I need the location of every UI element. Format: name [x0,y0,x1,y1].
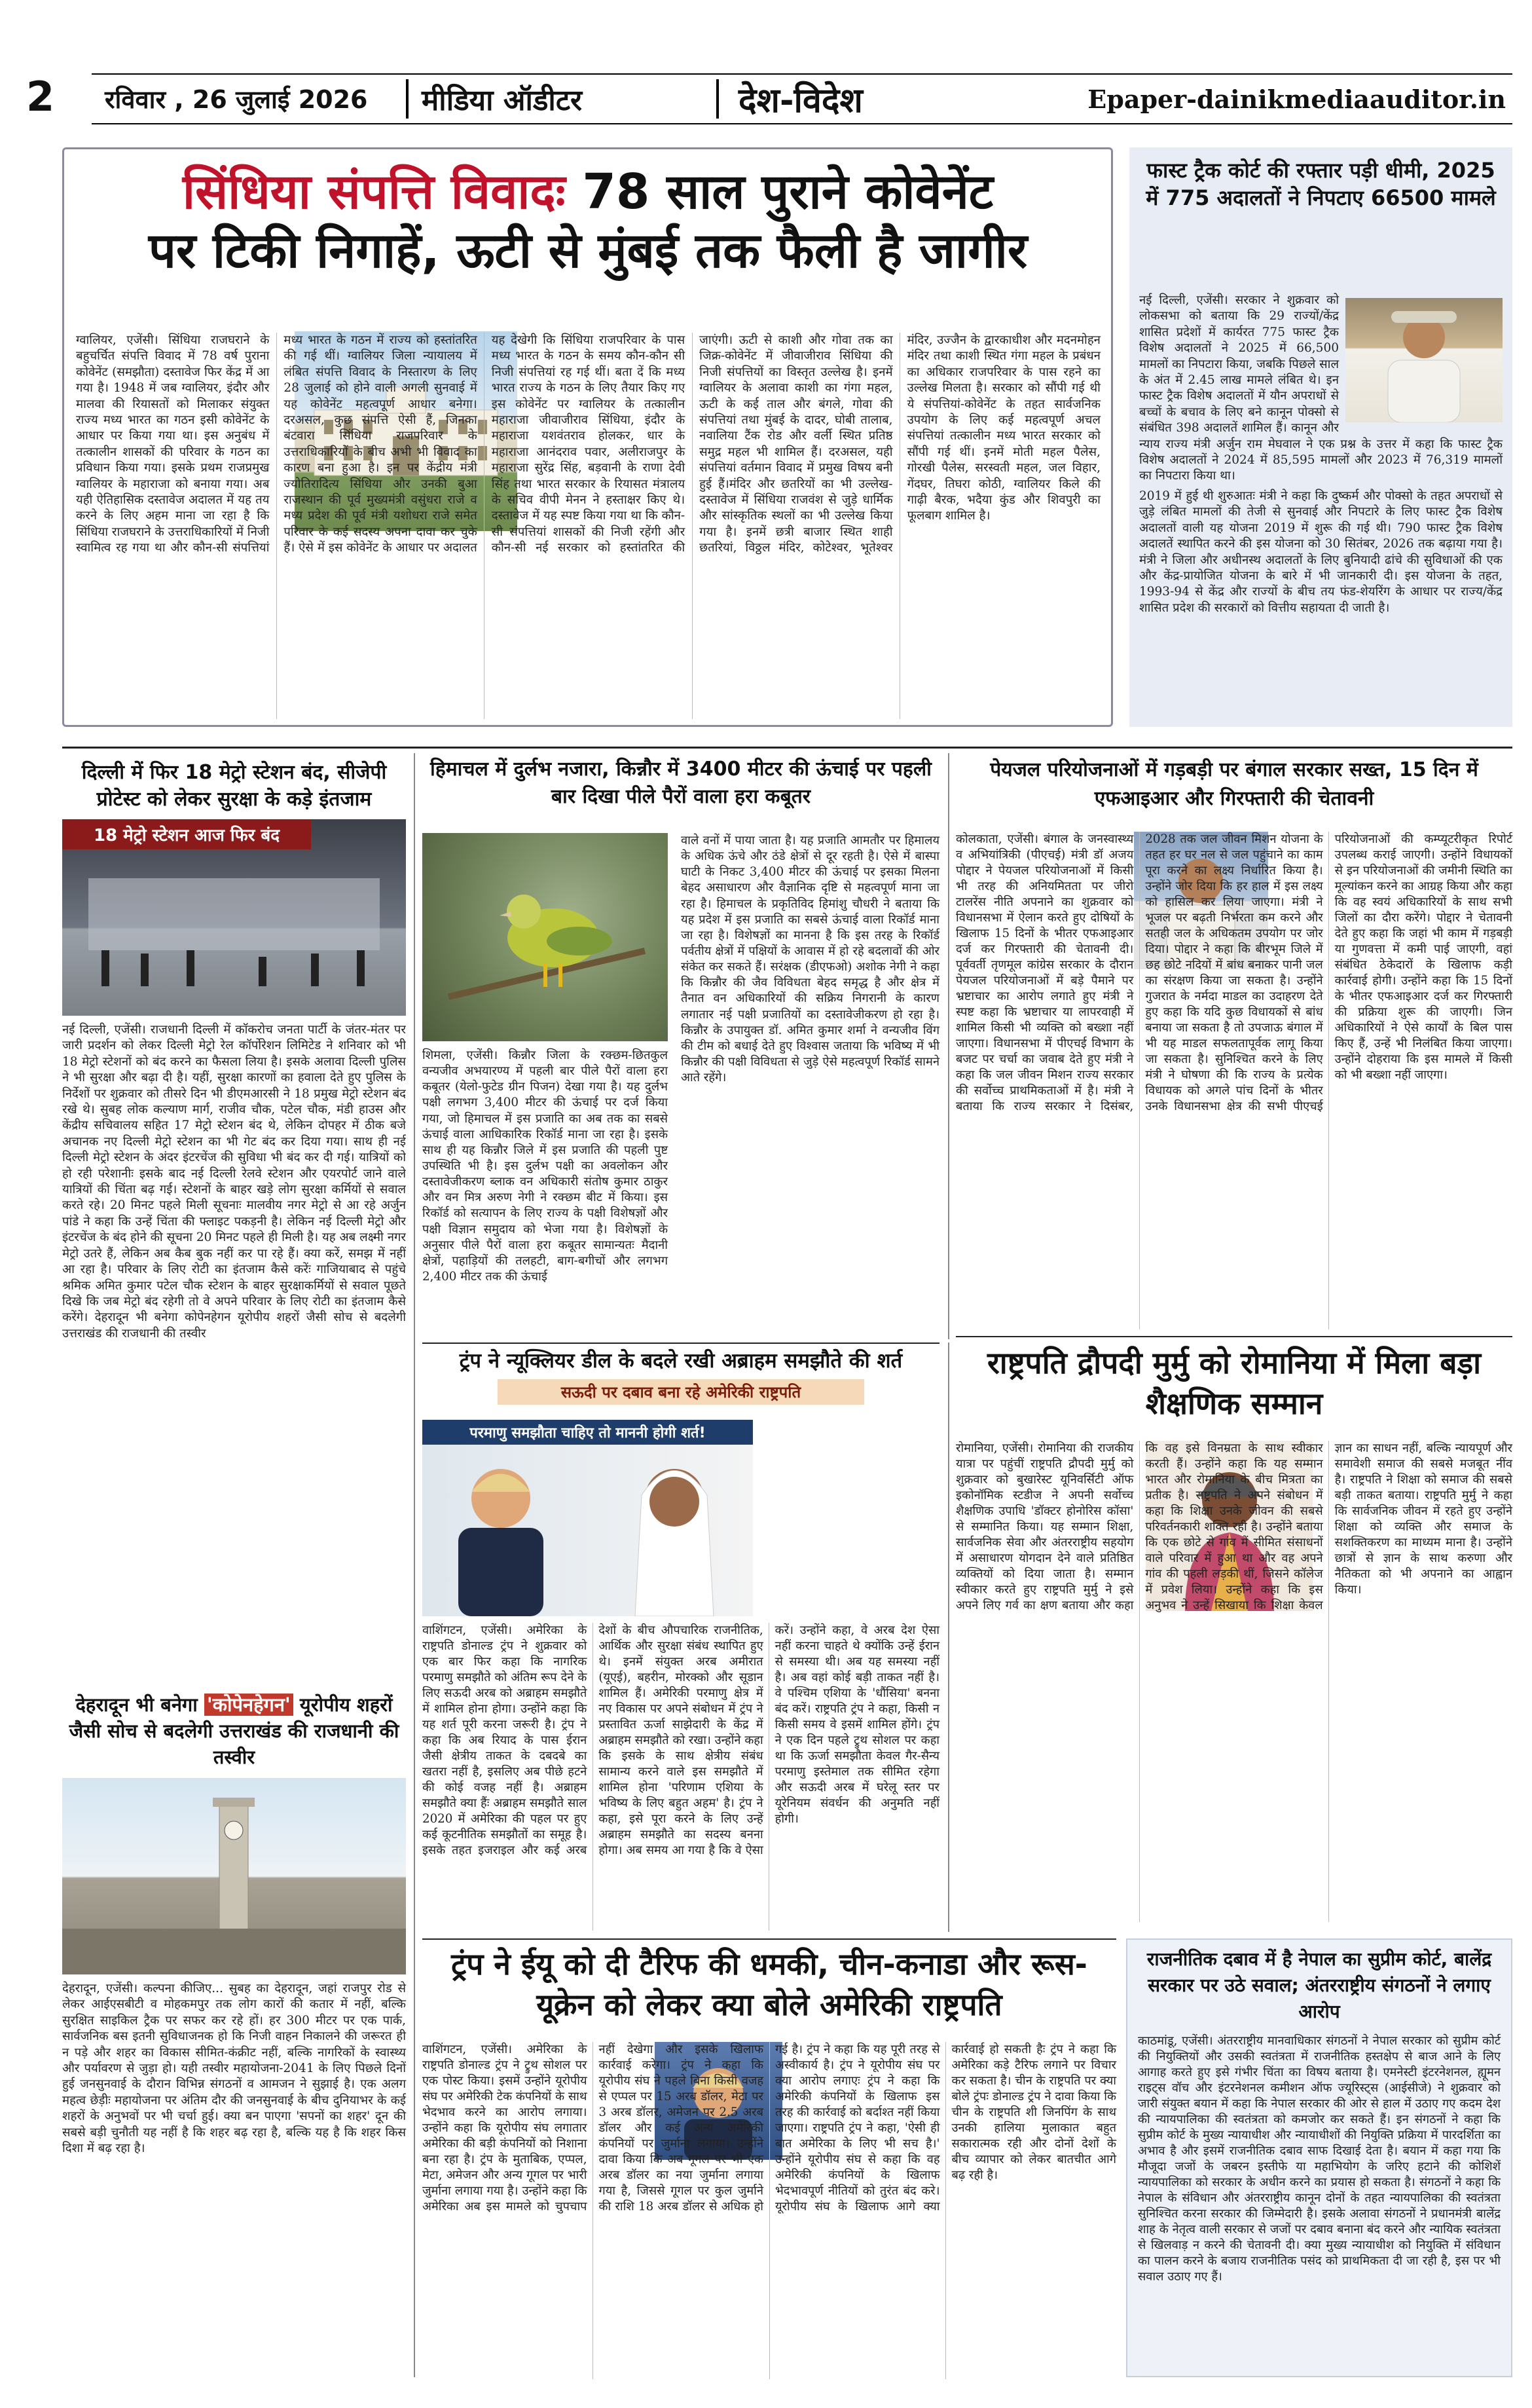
scindia-headline-line2: पर टिकी निगाहें, ऊटी से मुंबई तक फैली है जागीर [148,223,1028,280]
metro-headline: दिल्ली में फिर 18 मेट्रो स्टेशन बंद, सीजेपी प्रोटेस्ट को लेकर सुरक्षा के कड़े इंतजाम [81,761,387,811]
trump-tariff-headline: ट्रंप ने ईयू को दी टैरिफ की धमकी, चीन-कनाडा और रूस-यूक्रेन को लेकर क्या बोले अमेरिकी राष्ट्रपति [451,1946,1087,2023]
dehradun-headline-a: देहरादून भी बनेगा [75,1694,204,1716]
column-divider [414,753,415,2377]
column-divider [948,753,949,1339]
nepal-body: काठमांडू, एजेंसी। अंतरराष्ट्रीय मानवाधिकार संगठनों ने नेपाल सरकार को सुप्रीम कोर्ट की नियुक्तियों और उसकी स्वतंत्रता में राजनीतिक हस्तक्षेप से बाज आने के लिए आगाह करते हुए इसे गंभीर चिंता का विषय बताया है। एमनेस्टी इंटरनेशनल, ह्यूमन राइट्स वॉच और इंटरनेशनल कमीशन ऑफ ज्यूरिस्ट्स (आईसीजे) ने शुक्रवार को जारी संयुक्त बयान में कहा कि नेपाल सरकार की ओर से हाल में उठाए गए कदम देश की न्यायपालिका की स्वतंत्रता को कमजोर कर सकते हैं। इन संगठनों ने कहा कि सुप्रीम कोर्ट के मुख्य न्यायाधीश और न्यायाधीशों की नियुक्ति प्रक्रिया में पारदर्शिता का अभाव है और इसमें राजनीतिक दबाव साफ दिखाई देता है। बयान में कहा गया कि मौजूदा जजों के जबरन इस्तीफे या महाभियोग के जरिए हटाने की कोशिशें न्यायपालिका को सरकार के अधीन करने का प्रयास हो सकता है। संगठनों ने कहा कि नेपाल के संविधान और अंतरराष्ट्रीय कानून दोनों के तहत न्यायपालिका की स्वतंत्रता सुनिश्चित करना सरकार की जिम्मेदारी है। इसके अलावा संगठनों ने प्रधानमंत्री बालेंद्र शाह के नेतृत्व वाली सरकार से जजों पर दबाव बनाना बंद करने और न्यायिक स्वतंत्रता से खिलवाड़ न करने की चेतावनी दी। क्या मुख्य न्यायाधीश को नियुक्ति में संविधान का पालन करने के बजाय राजनीतिक पसंद को प्राथमिकता दी जा रही है, इस पर भी सवाल उठाए गए हैं। [1138,2034,1501,2284]
story-himachal [422,753,939,1339]
scindia-headline-rest: 78 साल पुराने कोवेनेंट [582,164,994,220]
story-fasttrack [1129,147,1512,727]
story-nepal [1126,1938,1512,2377]
metro-station-illustration [62,819,406,1016]
edition-date: रविवार , 26 जुलाई 2026 [105,85,368,114]
masthead [26,65,1512,128]
metro-photo [62,819,406,1016]
fasttrack-headline: फास्ट ट्रैक कोर्ट की रफ्तार पड़ी धीमी, 2025 में 775 अदालतों ने निपटाए 66500 मामले [1146,158,1496,210]
dehradun-headline-c: यूरोपीय शहरों जैसी सोच से बदलेगी उत्तराखंड की राजधानी की तस्वीर [69,1694,399,1769]
scindia-headline [77,162,1099,281]
masthead-divider [406,79,409,119]
trump-abraham-headline: ट्रंप ने न्यूक्लियर डील के बदले रखी अब्राहम समझौते की शर्त [459,1349,903,1373]
metro-photo-banner: 18 मेट्रो स्टेशन आज फिर बंद [62,819,311,849]
story-scindia [62,147,1113,727]
dehradun-body: देहरादून, एजेंसी। कल्पना कीजिए... सुबह का देहरादून, जहां राजपुर रोड से लेकर आईएसबीटी व मोहकमपुर तक लोग कारों की कतार में नहीं, बल्कि सुरक्षित साइकिल ट्रैक पर सफर कर रहे हों। हर 300 मीटर पर एक पार्क, सार्वजनिक बस इतनी सुविधाजनक हो कि निजी वाहन निकालने की जरूरत ही न पड़े और शहर का विकास सीमित-कंक्रीट नहीं, बल्कि नागरिकों के स्वास्थ्य और पर्यावरण से जुड़ा हो। यही तस्वीर महायोजना-2041 के लिए पिछले दिनों हुई जनसुनवाई के दौरान विभिन्न संगठनों व आमजन ने सुझाई है। एक अलग महत्व छेड़ीः महायोजना पर अंतिम दौर की जनसुनवाई के बीच दुनियाभर के कई शहरों के अनुभवों पर भी चर्चा हुई। क्या बन पाएगा 'सपनों का शहर' दून की सबसे बड़ी चुनौती यह नहीं है कि शहर बढ़ रहा है, बल्कि यह है कि शहर किस दिशा में बढ़ रहा है। [62,1982,406,2156]
section-rule [956,1336,1512,1337]
pigeon-illustration [422,833,668,1041]
trump-tariff-body: वाशिंगटन, एजेंसी। अमेरिका के राष्ट्रपति डोनाल्ड ट्रंप ने ट्रुथ सोशल पर एक पोस्ट किया। इसमें उन्होंने यूरोपीय संघ पर अमेरिकी टेक कंपनियों के साथ भेदभाव करने का आरोप लगाया। उन्होंने कहा कि यूरोपीय संघ लगातार अमेरिका की बड़ी कंपनियों को निशाना बना रहा है। ट्रंप के मुताबिक, एप्पल, मेटा, अमेजन और अन्य गूगल पर भारी जुर्माना लगाया गया है। उन्होंने कहा कि अमेरिका अब इस मामले को चुपचाप नहीं देखेगा और इसके खिलाफ कार्रवाई करेगा। ट्रंप ने कहा कि यूरोपीय संघ ने पहले बिना किसी वजह से एप्पल पर 15 अरब डॉलर, मेटा पर 3 अरब डॉलर, अमेजन पर 2.5 अरब डॉलर और कई अन्य अमेरिकी कंपनियों पर जुर्माना लगाया। उन्होंने दावा किया कि अब गूगल पर भी एक अरब डॉलर का नया जुर्माना लगाया गया है, जिससे गूगल पर कुल जुर्माने की राशि 18 अरब डॉलर से अधिक हो गई है। ट्रंप ने कहा कि यह पूरी तरह से अस्वीकार्य है। ट्रंप ने यूरोपीय संघ पर क्या आरोप लगाएः ट्रंप ने कहा कि अमेरिकी कंपनियों के खिलाफ इस तरह की कार्रवाई को बर्दाश्त नहीं किया जाएगा। राष्ट्रपति ट्रंप ने कहा, 'ऐसी ही बात अमेरिका के लिए भी सच है।' उन्होंने यूरोपीय संघ से कहा कि वह अमेरिकी कंपनियों के खिलाफ भेदभावपूर्ण नीतियों को तुरंत बंद करे। यूरोपीय संघ के खिलाफ आगे क्या कार्रवाई हो सकती हैः ट्रंप ने कहा कि अमेरिका कड़े टैरिफ लगाने पर विचार कर सकता है। चीन के राष्ट्रपति पर क्या बोले ट्रंपः डोनाल्ड ट्रंप ने दावा किया कि चीन के राष्ट्रपति शी जिनपिंग के साथ उनकी हालिया मुलाकात बहुत सकारात्मक रही और दोनों देशों के बीच व्यापार को लेकर बातचीत आगे बढ़ रही है। [422,2043,1116,2214]
bengal-body: कोलकाता, एजेंसी। बंगाल के जनस्वास्थ्य व अभियांत्रिकी (पीएचई) मंत्री डॉ अजय पोद्दार ने पेयजल परियोजनाओं में किसी भी तरह की अनियमितता पर जीरो टालरेंस नीति अपनाने का शुक्रवार को विधानसभा में ऐलान करते हुए दोषियों के खिलाफ 15 दिनों के भीतर एफआइआर दर्ज कर गिरफ्तारी की चेतावनी दी। पूर्ववर्ती तृणमूल कांग्रेस सरकार के दौरान पेयजल परियोजनाओं में बड़े पैमाने पर भ्रष्टाचार का आरोप लगाते हुए मंत्री ने स्पष्ट कहा कि भ्रष्टाचार या लापरवाही में शामिल किसी भी व्यक्ति को बख्शा नहीं जाएगा। विधानसभा में पीएचई विभाग के बजट पर चर्चा का जवाब देते हुए मंत्री ने कहा कि जल जीवन मिशन राज्य सरकार की सर्वोच्च प्राथमिकताओं में है। मंत्री ने बताया कि राज्य सरकार ने दिसंबर, 2028 तक जल जीवन मिशन योजना के तहत हर घर नल से जल पहुंचाने का काम पूरा करने का लक्ष्य निर्धारित किया है। उन्होंने जोर दिया कि हर हाल में इस लक्ष्य को हासिल कर लिया जाएगा। मंत्री ने भूजल पर बढ़ती निर्भरता कम करने और सतही जल के अधिकतम उपयोग पर जोर दिया। पोद्दार ने कहा कि बीरभूम जिले में छह छोटे नदियों में बांध बनाकर पानी जल का संरक्षण किया जा सकता है। उन्होंने गुजरात के नर्मदा माडल का उदाहरण देते हुए कहा कि यदि कुछ विधायकों से बांध बनाया जा सकता है तो उपजाऊ बंगाल में भी यह माडल सफलतापूर्वक लागू किया जा सकता है। सुनिश्चित करने के लिए मंत्री ने घोषणा की कि राज्य के प्रत्येक विधायक को अगले पांच दिनों के भीतर उनके विधानसभा क्षेत्र की सभी पीएचई परियोजनाओं की कम्प्यूटरीकृत रिपोर्ट उपलब्ध कराई जाएगी। उन्होंने विधायकों से इन परियोजनाओं की जमीनी स्थिति का मूल्यांकन करने का आग्रह किया और कहा कि वह स्वयं अधिकारियों के साथ सभी जिलों का दौरा करेंगे। पोद्दार ने चेतावनी देते हुए कहा कि जहां भी काम में गड़बड़ी या गुणवत्ता में कमी पाई जाएगी, वहां संबंधित ठेकेदारों के खिलाफ कड़ी कार्रवाई होगी। उन्होंने कहा कि 15 दिनों के भीतर एफआइआर दर्ज कर गिरफ्तारी की प्रक्रिया शुरू की जाएगी। जिन अधिकारियों ने ऐसे कार्यों के बिल पास किए हैं, उन्हें भी निलंबित किया जाएगा। उन्होंने दोहराया कि इस मामले में किसी को भी बख्शा नहीं जाएगा। [956,832,1512,1114]
masthead-divider [716,79,719,119]
trump-abraham-body-top [763,1420,939,1616]
green-pigeon-photo [422,833,668,1041]
nepal-headline: राजनीतिक दबाव में है नेपाल का सुप्रीम कोर्ट, बालेंद्र सरकार पर उठे सवाल; अंतरराष्ट्रीय संगठनों ने लगाए आरोप [1146,1948,1492,2022]
story-murmu [956,1343,1512,1932]
fasttrack-body-1: नई दिल्ली, एजेंसी। सरकार ने शुक्रवार को लोकसभा को बताया कि 29 राज्यों/केंद्र शासित प्रदेशों में कार्यरत 775 फास्ट ट्रैक विशेष अदालतों ने 2025 में 66,500 मामलों का निपटारा किया, जबकि पिछले साल के अंत में 2.45 लाख मामले लंबित थे। इन फास्ट ट्रैक विशेष अदालतों में यौन अपराधों से बच्चों के बचाव के लिए बने कानून पोक्सो से संबंधित 398 अदालतें शामिल हैं। कानून और न्याय राज्य मंत्री अर्जुन राम मेघवाल ने एक प्रश्न के उत्तर में कहा कि फास्ट ट्रैक विशेष अदालतों ने 2024 में 85,595 मामलों और 2023 में 76,319 मामलों का निपटारा किया था। [1139,293,1503,483]
story-trump-tariff [422,1944,1116,2382]
leaders-illustration [422,1420,753,1616]
metro-body: नई दिल्ली, एजेंसी। राजधानी दिल्ली में कॉकरोच जनता पार्टी के जंतर-मंतर पर जारी प्रदर्शन को लेकर दिल्ली मेट्रो रेल कॉर्पोरेशन लिमिटेड ने शनिवार को भी 18 मेट्रो स्टेशनों को बंद करने का फैसला लिया है। इसके अलावा दिल्ली पुलिस ने भी सुरक्षा और बढ़ा दी है। यहीं, सुरक्षा कारणों का हवाला देते हुए पुलिस के निर्देशों पर शुक्रवार को तीसरे दिन भी डीएमआरसी ने 18 प्रमुख मेट्रो स्टेशन बंद रखे थे। सुबह लोक कल्याण मार्ग, राजीव चौक, पटेल चौक, मंडी हाउस और केंद्रीय सचिवालय सहित 17 मेट्रो स्टेशन बंद थे, लेकिन दोपहर में ठीक बजे अचानक नए दिल्ली मेट्रो स्टेशन का भी गेट बंद कर दिया गया। साथ ही नई दिल्ली मेट्रो स्टेशन के अंदर इंटरचेंज की सुविधा भी बंद कर दी गई। यात्रियों को हो रही परेशानीः इसके बाद नई दिल्ली रेलवे स्टेशन और एयरपोर्ट जाने वाले यात्रियों की चिंता बढ़ गई। स्टेशनों के बाहर खड़े लोग सुरक्षा कर्मियों से सवाल करते रहे। 20 मिनट पहले मिली सूचनाः मालवीय नगर मेट्रो से आ रहे अर्जुन पांडे ने कहा कि उन्हें चिंता की फ्लाइट पकड़नी है। लेकिन नई दिल्ली मेट्रो और इंटरचेंज के बंद होने की सूचना 20 मिनट पहले ही मिली है। यह अब लक्ष्मी नगर मेट्रो उतरे हैं, लेकिन अब कैब बुक नहीं कर पा रहे हैं। क्या करें, समझ में नहीं आ रहा है। परिवार के लिए रोटी का इंतजाम कैसे करेंः गाजियाबाद से पहुंचे श्रमिक अमित कुमार पटेल चौक स्टेशन के बाहर सुरक्षाकर्मियों से सवाल पूछते दिखे कि जब मेट्रो बंद रहेगी तो वे अपने परिवार के लिए रोटी का इंतजाम कैसे करेंगे। देहरादून भी बनेगा कोपेनहेगन यूरोपीय शहरों जैसी सोच से बदलेगी उत्तराखंड की राजधानी की तस्वीर [62,1023,406,1341]
himachal-body-1: शिमला, एजेंसी। किन्नौर जिला के रक्छम-छितकुल वन्यजीव अभयारण्य में पहली बार पीले पैरों वाला हरा कबूतर (येलो-फुटेड ग्रीन पिजन) देखा गया है। यह दुर्लभ पक्षी लगभग 3,400 मीटर की ऊंचाई पर दर्ज किया गया, जो हिमाचल में इस प्रजाति का अब तक का सबसे ऊंचाई वाला आधिकारिक रिकॉर्ड माना जा रहा है। इसके साथ ही यह किन्नौर जिले में इस प्रजाति की पहली पुष्ट उपस्थिति भी है। इस दुर्लभ पक्षी का अवलोकन और दस्तावेजीकरण ब्लाक वन अधिकारी संतोष कुमार ठाकुर और वन मित्र अरुण नेगी ने रक्छम बीट में किया। इस रिकॉर्ड को सत्यापन के लिए राज्य के पक्षी विशेषज्ञों और पक्षी विज्ञान समुदाय को भेजा गया है। विशेषज्ञों के अनुसार पीले पैरों वाला हरा कबूतर सामान्यतः मैदानी क्षेत्रों, पहाड़ियों की तलहटी, बाग-बगीचों और लगभग 2,400 मीटर तक की ऊंचाई [422,1048,668,1284]
fasttrack-body [1139,293,1503,616]
page-number: 2 [26,73,55,120]
section-rule [422,1938,1116,1940]
section-rule [422,1343,939,1344]
trump-abraham-strip: सऊदी पर दबाव बना रहे अमेरिकी राष्ट्रपति [498,1379,864,1405]
story-trump-abraham [422,1348,939,1937]
story-bengal [956,753,1512,1329]
trump-mbs-photo [422,1420,753,1616]
story-metro [62,753,406,2377]
fasttrack-body-2: 2019 में हुई थी शुरुआतः मंत्री ने कहा कि दुष्कर्म और पोक्सो के तहत अपराधों से जुड़े लंबित मामलों की तेजी से सुनवाई और निपटारे के लिए फास्ट ट्रैक विशेष अदालतों वाली यह योजना 2019 में शुरू की गई थी। 790 फास्ट ट्रैक विशेष अदालतें स्थापित करने की इस योजना को 30 सितंबर, 2026 तक बढ़ाया गया है। मंत्री ने जिला और अधीनस्थ अदालतों के लिए बुनियादी ढांचे की सुविधाओं की एक और केंद्र-प्रायोजित योजना के बारे में भी जानकारी दी। इस योजना के तहत, 1993-94 से केंद्र और राज्यों के बीच तय फंड-शेयरिंग के आधार पर राज्य/केंद्र शासित प्रदेश की सरकारों को वित्तीय सहायता दी जाती है। [1139,489,1503,615]
epaper-url[interactable]: Epaper-dainikmediaauditor.in [1087,84,1506,114]
dehradun-headline [62,1692,406,1770]
section-rule [62,747,1512,749]
section-name: देश-विदेश [739,81,863,120]
column-divider [948,1343,949,1932]
murmu-body: रोमानिया, एजेंसी। रोमानिया की राजकीय यात्रा पर पहुंचीं राष्ट्रपति द्रौपदी मुर्मु को शुक्रवार को बुखारेस्ट यूनिवर्सिटी ऑफ इकोनॉमिक स्टडीज ने अपनी सर्वोच्च शैक्षणिक उपाधि 'डॉक्टर होनोरिस कॉसा' से सम्मानित किया। यह सम्मान शिक्षा, सार्वजनिक सेवा और अंतरराष्ट्रीय सहयोग में असाधारण योगदान देने वाले प्रतिष्ठित व्यक्तियों को दिया जाता है। सम्मान स्वीकार करते हुए राष्ट्रपति मुर्मु ने इसे अपने लिए गर्व का क्षण बताया और कहा कि वह इसे विनम्रता के साथ स्वीकार करती हैं। उन्होंने कहा कि यह सम्मान भारत और रोमानिया के बीच मित्रता का प्रतीक है। राष्ट्रपति ने अपने संबोधन में कहा कि शिक्षा उनके जीवन की सबसे परिवर्तनकारी शक्ति रही है। उन्होंने बताया कि एक छोटे से गांव में सीमित संसाधनों वाले परिवार में हुआ था और वह अपने गांव की पहली लड़की थीं, जिसने कॉलेज में प्रवेश लिया। उन्होंने कहा कि इस अनुभव ने उन्हें सिखाया कि शिक्षा केवल ज्ञान का साधन नहीं, बल्कि न्यायपूर्ण और समावेशी समाज की सबसे मजबूत नींव है। राष्ट्रपति ने शिक्षा को समाज की सबसे बड़ी ताकत बताया। राष्ट्रपति मुर्मु ने कहा कि सार्वजनिक जीवन में रहते हुए उन्होंने शिक्षा को व्यक्ति और समाज के सशक्तिकरण का माध्यम माना है। उन्होंने छात्रों से ज्ञान के साथ करुणा और नैतिकता को भी अपनाने का आह्वान किया। [956,1441,1512,1613]
clocktower-illustration [62,1778,406,1974]
trump-abraham-body: वाशिंगटन, एजेंसी। अमेरिका के राष्ट्रपति डोनाल्ड ट्रंप ने शुक्रवार को एक बार फिर कहा कि नागरिक परमाणु समझौते को अंतिम रूप देने के लिए सऊदी अरब को अब्राहम समझौते में शामिल होना होगा। उन्होंने कहा कि यह शर्त पूरी करना जरूरी है। ट्रंप ने कहा कि अब रियाद के पास ईरान जैसी क्षेत्रीय ताकत के दबदबे का खतरा नहीं है, इसलिए अब पीछे हटने की कोई वजह नहीं है। अब्राहम समझौते क्या हैंः अब्राहम समझौते साल 2020 में अमेरिका की पहल पर हुए कई कूटनीतिक समझौतों का समूह है। इसके तहत इजराइल और कई अरब देशों के बीच औपचारिक राजनीतिक, आर्थिक और सुरक्षा संबंध स्थापित हुए थे। इनमें संयुक्त अरब अमीरात (यूएई), बहरीन, मोरक्को और सूडान शामिल हैं। अमेरिकी परमाणु क्षेत्र में नए विकास पर अपने संबोधन में ट्रंप ने प्रस्तावित ऊर्जा साझेदारी के केंद्र में अब्राहम समझौते को रखा। उन्होंने कहा कि इसके के साथ क्षेत्रीय संबंध सामान्य करने वाले इस समझौते में शामिल होना 'परिणाम एशिया के भविष्य के लिए बहुत अहम' है। ट्रंप ने कहा, इसे पूरा करने के लिए उन्हें अब्राहम समझौते का सदस्य बनना होगा। अब समय आ गया है कि वे ऐसा करें। उन्होंने कहा, वे अरब देश ऐसा नहीं करना चाहते थे क्योंकि उन्हें ईरान से समस्या थी। अब यह समस्या नहीं है। अब वहां कोई बड़ी ताकत नहीं है। वे पश्चिम एशिया के 'धौंसिया' बनना बंद करें। राष्ट्रपति ट्रंप ने कहा, किसी न किसी समय वे इसमें शामिल होंगे। ट्रंप ने एक दिन पहले ट्रुथ सोशल पर कहा था कि ऊर्जा समझौता केवल गैर-सैन्य परमाणु इस्तेमाल तक सीमित रहेगा और सऊदी अरब में घरेलू स्तर पर यूरेनियम संवर्धन की अनुमति नहीं होगी। [422,1623,939,1858]
dehradun-headline-b: 'कोपेनहेगन' [204,1694,293,1716]
scindia-body: ग्वालियर, एजेंसी। सिंधिया राजघराने के बहुचर्चित संपत्ति विवाद में 78 वर्ष पुराना कोवेनेंट (समझौता) दस्तावेज फिर केंद्र में आ गया है। 1948 में जब ग्वालियर, इंदौर और मालवा की रियासतों को मिलाकर संयुक्त राज्य मध्य भारत का गठन इसी कोवेनेंट के आधार पर किया गया था। इस अनुबंध में तत्कालीन शासकों की परिवार के गठन का प्रविधान किया गया। इसके प्रथम राजप्रमुख ग्वालियर के महाराजा को बनाया गया। अब यही ऐतिहासिक दस्तावेज अदालत में यह तय करने के लिए अहम माना जा रहा है कि सिंधिया राजघराने के उत्तराधिकारियों में निजी स्वामित्व रह गया था और कौन-सी संपत्तियां मध्य भारत के गठन में राज्य को हस्तांतरित की गई थीं। ग्वालियर जिला न्यायालय में लंबित संपत्ति विवाद के निस्तारण के लिए 28 जुलाई को होने वाली अगली सुनवाई में यह कोवेनेंट महत्वपूर्ण आधार बनेगा। दरअसल, कुछ संपत्ति ऐसी हैं, जिनका बंटवारा सिंधिया राजपरिवार के उत्तराधिकारियों के बीच अभी भी विवाद का कारण बना हुआ है। इन पर केंद्रीय मंत्री ज्योतिरादित्य सिंधिया और उनकी बुआ राजस्थान की पूर्व मुख्यमंत्री वसुंधरा राजे व मध्य प्रदेश की पूर्व मंत्री यशोधरा राजे समेत परिवार के कई सदस्य अपना दावा कर चुके हैं। ऐसे में इस कोवेनेंट के आधार पर अदालत यह देखेगी कि सिंधिया राजपरिवार के पास मध्य भारत के गठन के समय कौन-कौन सी निजी संपत्तियां रह गई थीं। बता दें कि मध्य भारत राज्य के गठन के लिए तैयार किए गए इस कोवेनेंट पर ग्वालियर के तत्कालीन महाराजा जीवाजीराव सिंधिया, इंदौर के महाराजा यशवंतराव होलकर, धार के महाराजा आनंदराव पवार, अलीराजपुर के महाराजा सुरेंद्र सिंह, बड़वानी के राणा देवी सिंह तथा भारत सरकार के रियासत मंत्रालय के सचिव वीपी मेनन ने हस्ताक्षर किए थे। दस्तावेज में यह स्पष्ट किया गया था कि कौन-सी संपत्तियां शासकों की निजी रहेंगी और कौन-सी नई सरकार को हस्तांतरित की जाएंगी। ऊटी से काशी और गोवा तक का जिक्र-कोवेनेंट में जीवाजीराव सिंधिया की निजी संपत्तियों का विस्तृत उल्लेख है। इनमें ग्वालियर के अलावा काशी का गंगा महल, ऊटी के कई ताल और बंगले, गोवा की संपत्तियां तथा मुंबई के दादर, घोबी तालाब, नवालिया टैंक रोड और वर्ली स्थित प्रतिष्ठ समुद्र महल भी शामिल हैं। दरअसल, यही संपत्तियां वर्तमान विवाद में प्रमुख विषय बनी हुई हैं।मंदिर और छतरियों का भी उल्लेख-दस्तावेज में सिंधिया राजवंश से जुड़े धार्मिक और सांस्कृतिक स्थलों का भी उल्लेख किया गया है। इनमें छत्री बाजार स्थित शाही छतरियां, विठ्ठल मंदिर, कोटेश्वर, भूतेश्वर मंदिर, उज्जैन के द्वारकाधीश और मदनमोहन मंदिर तथा काशी स्थित गंगा महल के प्रबंधन का अधिकार राजपरिवार के पास रहने का उल्लेख मिलता है। सरकार को सौंपी गई थी ये संपत्तियां-कोवेनेंट के तहत सार्वजनिक उपयोग के लिए कई महत्वपूर्ण अचल संपत्तियां तत्कालीन मध्य भारत सरकार को सौंपी गई थीं। इनमें मोती महल पैलेस, गोरखी पैलेस, सरस्वती महल, जल विहार, गेंदघर, तिघरा कोठी, ग्वालियर किले की गाढ़ी बैरक, भदैया कुंड और शिवपुरी का फूलबाग शामिल है। [76,333,1101,555]
himachal-headline: हिमाचल में दुर्लभ नजारा, किन्नौर में 3400 मीटर की ऊंचाई पर पहली बार दिखा पीले पैरों वाला हरा कबूतर [430,758,932,808]
bengal-headline: पेयजल परियोजनाओं में गड़बड़ी पर बंगाल सरकार सख्त, 15 दिन में एफआइआर और गिरफ्तारी की चेतावनी [990,758,1478,810]
paper-name: मीडिया ऑडीटर [422,84,582,117]
dehradun-clocktower-photo [62,1778,406,1974]
himachal-body-2: वाले वनों में पाया जाता है। यह प्रजाति आमतौर पर हिमालय के अधिक ऊंचे और ठंडे क्षेत्रों से दूर रहती है। ऐसे में बास्पा घाटी के निकट 3,400 मीटर की ऊंचाई पर इसका मिलना बेहद असाधारण और वैज्ञानिक दृष्टि से महत्वपूर्ण माना जा रहा है। हिमाचल के प्रकृतिविद हिमांशु चौधरी ने बताया कि यह प्रदेश में इस प्रजाति का सबसे ऊंचाई वाला रिकॉर्ड माना जा रहा है। विशेषज्ञों का मानना है कि इस तरह के रिकॉर्ड पर्वतीय क्षेत्रों में पक्षियों के आवास में हो रहे बदलावों की ओर संकेत कर सकते हैं। सरंक्षक (डीएफओ) अशोक नेगी ने कहा कि किन्नौर की जैव विविधता बेहद समृद्ध है और क्षेत्र में तैनात वन अधिकारियों की सक्रिय निगरानी के कारण लगातार नई पक्षी प्रजातियों का दस्तावेजीकरण हो रहा है। किन्नौर के उपायुक्त डॉ. अमित कुमार शर्मा ने वन्यजीव विंग की टीम को बधाई देते हुए विश्वास जताया कि भविष्य में भी किन्नौर की पक्षी विविधता से जुड़े ऐसे महत्वपूर्ण रिकॉर्ड सामने आते रहेंगे। [681,834,939,1085]
trump-abraham-photo-banner: परमाणु समझौता चाहिए तो माननी होगी शर्त! [422,1420,753,1445]
scindia-headline-red: सिंधिया संपत्ति विवादः [182,164,566,220]
murmu-headline: राष्ट्रपति द्रौपदी मुर्मु को रोमानिया में मिला बड़ा शैक्षणिक सम्मान [987,1345,1482,1422]
masthead-bar [92,73,1512,124]
